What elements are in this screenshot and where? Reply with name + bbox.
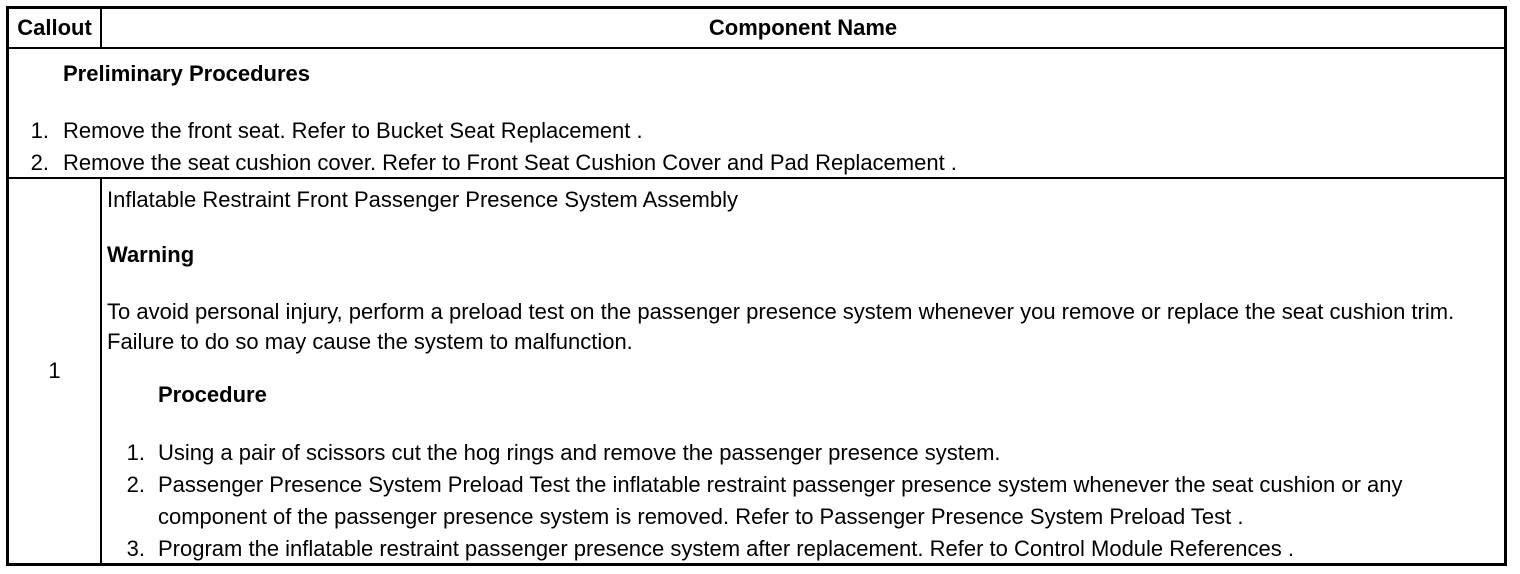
warning-title: Warning (107, 242, 195, 267)
step-number: 1. (126, 440, 145, 465)
step-text: Using a pair of scissors cut the hog rings and remove the passenger presence system. (158, 440, 1001, 465)
component-name-header: Component Name (101, 8, 1506, 49)
list-item (102, 469, 1502, 533)
preliminary-cell (8, 48, 1506, 178)
step-text: Program the inflatable restraint passenger presence system after replacement. Refer to Control Module References . (158, 536, 1294, 561)
preliminary-row (8, 48, 1506, 178)
preliminary-title: Preliminary Procedures (63, 61, 311, 86)
warning-text: To avoid personal injury, perform a preload test on the passenger presence system whenever you remove or replace the seat cushion trim. Failure to do so may cause the system to malfunction. (107, 299, 1455, 354)
step-number: 1. (30, 118, 49, 143)
callout-cell: 1 (8, 178, 102, 565)
step-number: 2. (30, 150, 49, 175)
table-row (8, 178, 1506, 565)
step-text: Remove the front seat. Refer to Bucket Seat Replacement . (63, 118, 643, 143)
list-item (9, 147, 957, 179)
header-row (8, 8, 1506, 49)
step-text: Passenger Presence System Preload Test the inflatable restraint passenger presence system whenever the seat cushion or any component of the passenger presence system is removed. Refer to Passenger Presence System Preload Test . (158, 472, 1403, 529)
procedure-steps (102, 437, 1502, 565)
component-cell (101, 178, 1506, 565)
step-text: Remove the seat cushion cover. Refer to Front Seat Cushion Cover and Pad Replacement . (63, 150, 957, 175)
step-number: 2. (126, 472, 145, 497)
list-item (9, 115, 957, 147)
preliminary-steps (9, 115, 957, 179)
list-item (102, 533, 1502, 565)
component-name: Inflatable Restraint Front Passenger Presence System Assembly (107, 187, 738, 212)
procedure-title: Procedure (158, 382, 267, 407)
component-table (6, 6, 1507, 566)
callout-header: Callout (8, 8, 102, 49)
list-item (102, 437, 1502, 469)
step-number: 3. (126, 536, 145, 561)
